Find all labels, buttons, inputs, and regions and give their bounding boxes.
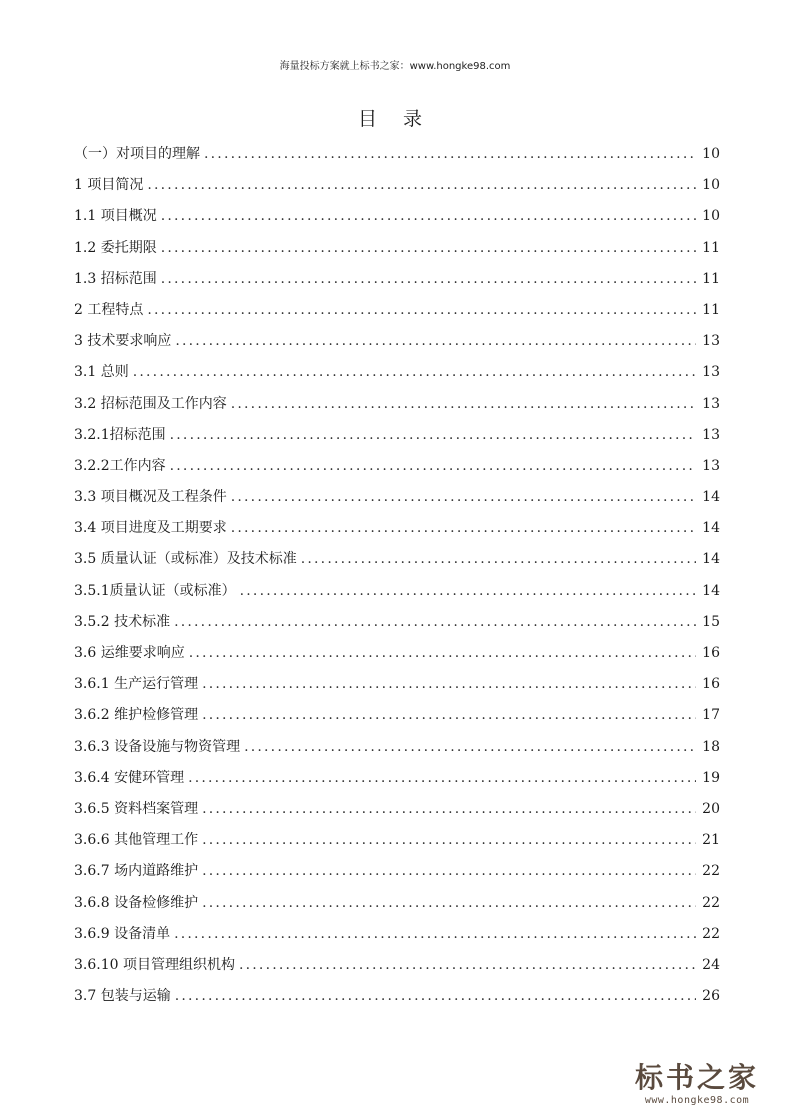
toc-entry[interactable] xyxy=(74,236,720,267)
toc-leader-dots xyxy=(202,859,696,883)
toc-entry-page: 16 xyxy=(702,676,720,693)
toc-entry-label: 3.6.9 设备清单 xyxy=(74,925,171,942)
toc-entry-page: 19 xyxy=(702,769,720,786)
toc-entry[interactable] xyxy=(74,953,720,984)
toc-entry-page: 14 xyxy=(702,489,720,506)
toc-leader-dots xyxy=(202,672,696,696)
toc-entry[interactable] xyxy=(74,392,720,423)
toc-leader-dots xyxy=(161,236,696,260)
toc-leader-dots xyxy=(133,360,696,384)
toc-leader-dots xyxy=(204,142,696,166)
toc-entry-label: 3.2.2工作内容 xyxy=(74,457,166,474)
toc-entry-label: 3.6.8 设备检修维护 xyxy=(74,894,199,911)
toc-entry-label: 3.5 质量认证（或标准）及技术标准 xyxy=(74,551,297,568)
toc-entry[interactable] xyxy=(74,922,720,953)
toc-entry-page: 11 xyxy=(702,239,720,256)
toc-entry-label: 3.4 项目进度及工期要求 xyxy=(74,520,227,537)
toc-entry-label: 3.6.2 维护检修管理 xyxy=(74,707,199,724)
toc-entry-page: 11 xyxy=(702,270,720,287)
toc-entry-page: 11 xyxy=(702,301,720,318)
toc-entry-label: 3.6 运维要求响应 xyxy=(74,645,185,661)
toc-entry-page: 13 xyxy=(702,457,720,474)
toc-entry-page: 14 xyxy=(702,520,720,537)
toc-leader-dots xyxy=(170,454,696,478)
toc-entry-page: 13 xyxy=(702,426,720,443)
toc-entry-page: 18 xyxy=(702,738,720,755)
toc-entry[interactable] xyxy=(74,641,720,672)
toc-entry[interactable] xyxy=(74,859,720,890)
toc-entry-page: 20 xyxy=(702,800,720,817)
toc-entry-label: 2 工程特点 xyxy=(74,301,144,318)
toc-entry-page: 17 xyxy=(702,707,720,724)
toc-entry-label: 3.6.7 场内道路维护 xyxy=(74,863,199,880)
toc-entry-page: 13 xyxy=(702,364,720,381)
toc-entry[interactable] xyxy=(74,329,720,360)
toc-entry-label: 3.6.3 设备设施与物资管理 xyxy=(74,738,241,755)
toc-entry-label: 1 项目简况 xyxy=(74,177,144,194)
toc-entry-page: 10 xyxy=(702,208,720,225)
toc-entry[interactable] xyxy=(74,828,720,859)
toc-entry[interactable] xyxy=(74,267,720,298)
toc-leader-dots xyxy=(231,485,696,509)
toc-entry[interactable] xyxy=(74,423,720,454)
toc-leader-dots xyxy=(170,423,696,447)
toc-entry-page: 16 xyxy=(702,645,720,661)
toc-leader-dots xyxy=(147,298,696,322)
toc-entry[interactable] xyxy=(74,703,720,734)
toc-leader-dots xyxy=(202,828,696,852)
toc-entry-label: 3.6.5 资料档案管理 xyxy=(74,800,199,817)
toc-leader-dots xyxy=(147,173,696,197)
toc-leader-dots xyxy=(244,735,696,759)
brand-name: 标书之家 xyxy=(634,1061,759,1094)
toc-entry[interactable] xyxy=(74,579,720,610)
toc-entry-label: 3.6.6 其他管理工作 xyxy=(74,832,199,849)
toc-entry[interactable] xyxy=(74,516,720,547)
toc-leader-dots xyxy=(189,641,696,665)
toc-entry-label: （一）对项目的理解 xyxy=(74,146,200,162)
toc-leader-dots xyxy=(188,766,696,790)
toc-entry[interactable] xyxy=(74,984,720,1015)
toc-leader-dots xyxy=(174,610,696,634)
toc-entry[interactable] xyxy=(74,547,720,578)
toc-entry-label: 3.2.1招标范围 xyxy=(74,426,166,443)
toc-leader-dots xyxy=(174,922,696,946)
page-header: 海量投标方案就上标书之家：www.hongke98.com xyxy=(279,61,511,72)
toc-entry[interactable] xyxy=(74,766,720,797)
toc-entry-page: 21 xyxy=(702,832,720,849)
toc-entry[interactable] xyxy=(74,797,720,828)
toc-entry-page: 13 xyxy=(702,333,720,350)
toc-leader-dots xyxy=(202,891,696,915)
toc-entry-page: 26 xyxy=(702,988,720,1005)
toc-entry[interactable] xyxy=(74,610,720,641)
toc-leader-dots xyxy=(161,204,696,228)
toc-leader-dots xyxy=(161,267,696,291)
toc-leader-dots xyxy=(175,984,696,1008)
toc-entry[interactable] xyxy=(74,360,720,391)
toc-entry-label: 3 技术要求响应 xyxy=(74,333,172,350)
toc-entry-label: 1.1 项目概况 xyxy=(74,208,157,225)
toc-entry-label: 3.6.1 生产运行管理 xyxy=(74,676,199,693)
toc-entry[interactable] xyxy=(74,204,720,235)
toc-entry-page: 10 xyxy=(702,177,720,194)
toc-entry-label: 3.2 招标范围及工作内容 xyxy=(74,395,227,412)
toc-entry[interactable] xyxy=(74,735,720,766)
toc-entry-page: 22 xyxy=(702,925,720,942)
toc-entry[interactable] xyxy=(74,298,720,329)
toc-entry-page: 14 xyxy=(702,582,720,599)
toc-entry-page: 22 xyxy=(702,863,720,880)
toc-entry[interactable] xyxy=(74,672,720,703)
toc-entry-label: 3.5.2 技术标准 xyxy=(74,613,171,630)
toc-entry-page: 14 xyxy=(702,551,720,568)
toc-entry[interactable] xyxy=(74,173,720,204)
toc-entry[interactable] xyxy=(74,142,720,173)
toc-entry-page: 22 xyxy=(702,894,720,911)
toc-entry-label: 1.2 委托期限 xyxy=(74,239,157,256)
toc-leader-dots xyxy=(175,329,696,353)
toc-entry-label: 3.7 包装与运输 xyxy=(74,988,171,1005)
toc-leader-dots xyxy=(240,579,696,603)
toc-entry-label: 3.6.4 安健环管理 xyxy=(74,769,185,786)
toc-entry-label: 3.6.10 项目管理组织机构 xyxy=(74,956,235,973)
page-title: 目 录 xyxy=(357,108,433,130)
table-of-contents xyxy=(74,142,720,1015)
toc-entry[interactable] xyxy=(74,485,720,516)
toc-leader-dots xyxy=(231,516,696,540)
toc-leader-dots xyxy=(239,953,696,977)
toc-leader-dots xyxy=(202,703,696,727)
toc-leader-dots xyxy=(301,547,696,571)
toc-leader-dots xyxy=(202,797,696,821)
toc-entry-label: 3.1 总则 xyxy=(74,364,129,381)
toc-entry-label: 3.3 项目概况及工程条件 xyxy=(74,489,227,506)
toc-entry[interactable] xyxy=(74,454,720,485)
brand-url: www.hongke98.com xyxy=(644,1095,750,1106)
toc-entry-page: 24 xyxy=(702,956,720,973)
toc-entry-page: 15 xyxy=(702,613,720,630)
toc-entry-page: 10 xyxy=(702,146,720,162)
toc-entry-label: 3.5.1质量认证（或标准） xyxy=(74,582,236,599)
brand-watermark xyxy=(632,1061,762,1106)
toc-entry-label: 1.3 招标范围 xyxy=(74,270,157,287)
toc-leader-dots xyxy=(231,392,696,416)
toc-entry-page: 13 xyxy=(702,395,720,412)
toc-entry[interactable] xyxy=(74,891,720,922)
